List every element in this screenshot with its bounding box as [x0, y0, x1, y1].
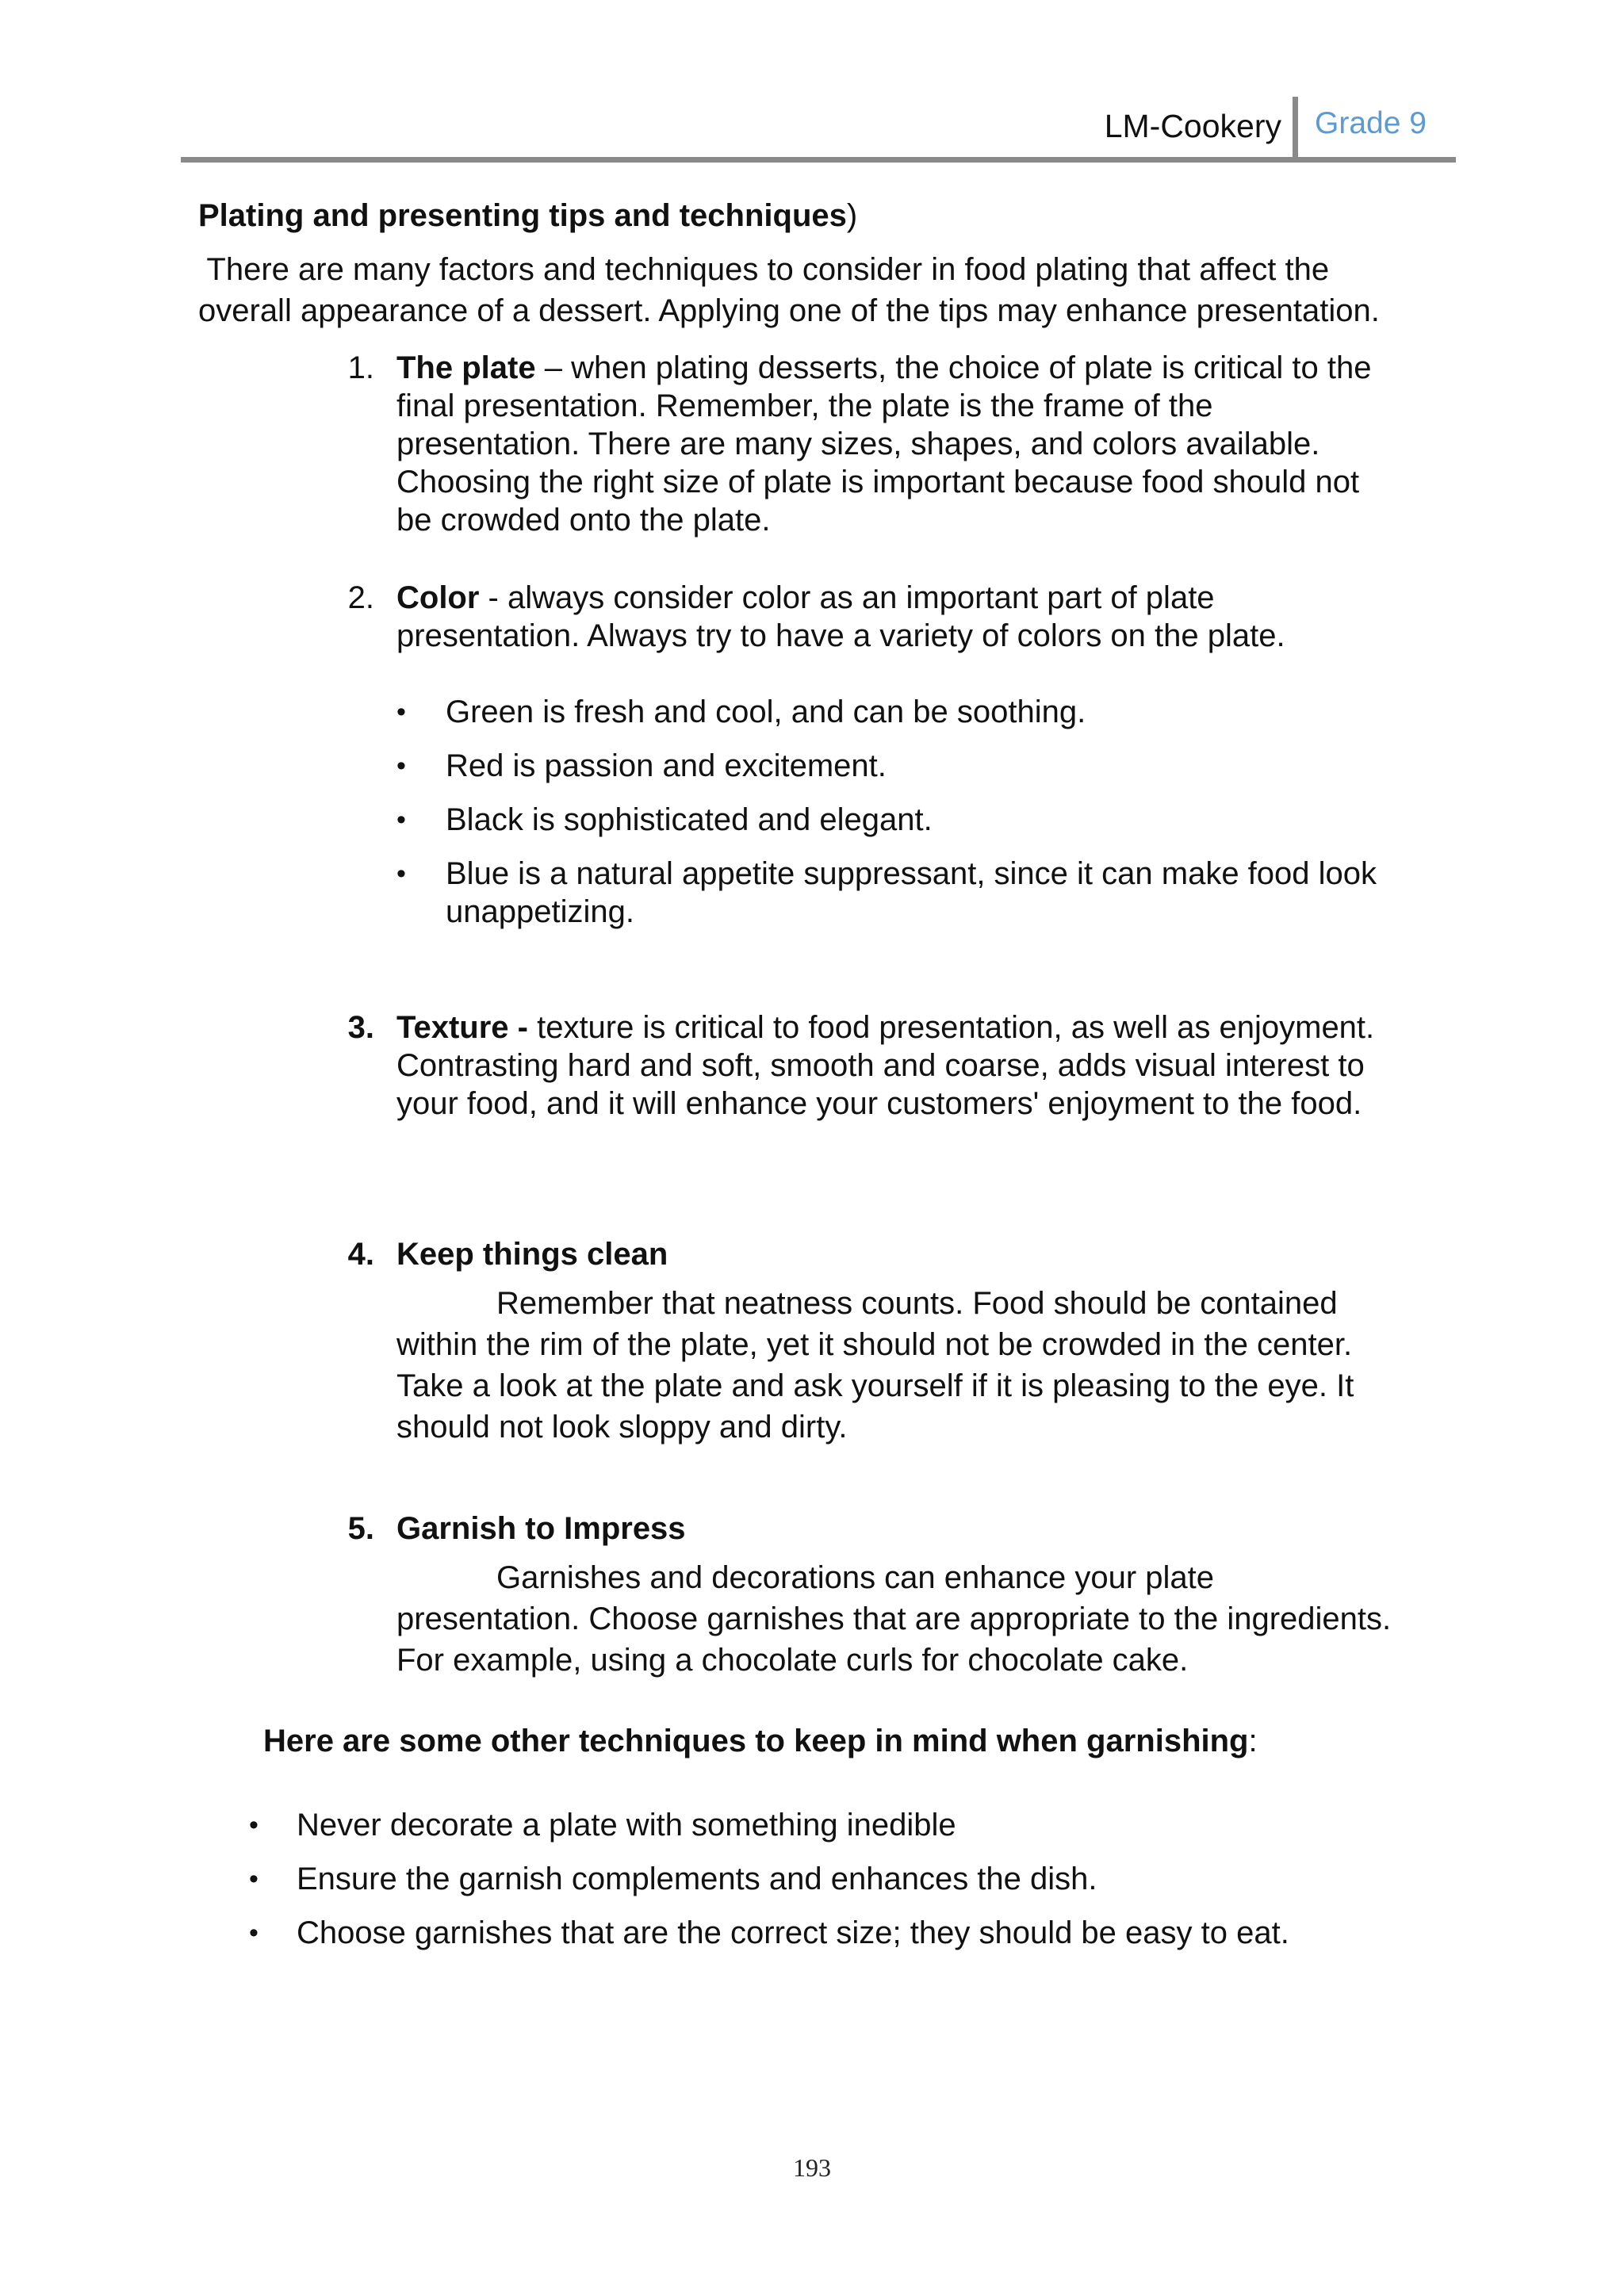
item-3-line-1	[396, 1008, 1374, 1047]
color-bullet-3: Black is sophisticated and elegant.	[446, 802, 933, 837]
item-3-title: Texture -	[396, 1010, 528, 1045]
item-5-line-3: For example, using a chocolate curls for chocolate cake.	[396, 1643, 1189, 1678]
item-5-number: 5.	[347, 1511, 374, 1546]
other-bullet-2: Ensure the garnish complements and enhances the dish.	[297, 1862, 1097, 1896]
color-bullet-4-cont: unappetizing.	[446, 894, 634, 929]
item-3-line-3: your food, and it will enhance your customers' enjoyment to the food.	[396, 1086, 1362, 1121]
item-2-line-2: presentation. Always try to have a variety of colors on the plate.	[396, 618, 1285, 653]
item-1-number: 1.	[347, 350, 374, 385]
item-1-text: – when plating desserts, the choice of plate is critical to the	[535, 350, 1372, 385]
item-1-line-5: be crowded onto the plate.	[396, 503, 771, 538]
color-bullet-4-dot: •	[396, 859, 406, 889]
header-grade-label: Grade 9	[1315, 106, 1427, 140]
section-title-bold: Plating and presenting tips and techniques	[198, 198, 847, 233]
item-3-number: 3.	[347, 1010, 374, 1045]
item-1-line-4: Choosing the right size of plate is important because food should not	[396, 465, 1360, 499]
item-2-title: Color	[396, 580, 480, 615]
section-title-suffix: )	[846, 198, 858, 233]
item-1-line-2: final presentation. Remember, the plate is the frame of the	[396, 388, 1213, 423]
color-bullet-1-dot: •	[396, 697, 406, 727]
item-4-line-4: should not look sloppy and dirty.	[396, 1410, 848, 1445]
other-bullet-3-dot: •	[249, 1918, 259, 1948]
other-bullet-3: Choose garnishes that are the correct size; they should be easy to eat.	[297, 1915, 1289, 1950]
item-5-line-1: Garnishes and decorations can enhance your plate	[496, 1560, 1215, 1595]
other-heading-bold: Here are some other techniques to keep in mind when garnishing	[263, 1724, 1249, 1758]
other-heading	[263, 1722, 1258, 1760]
color-bullet-2: Red is passion and excitement.	[446, 748, 887, 783]
item-3-text: texture is critical to food presentation, as well as enjoyment.	[527, 1010, 1375, 1045]
item-4-title: Keep things clean	[396, 1237, 668, 1272]
item-5-title: Garnish to Impress	[396, 1511, 686, 1546]
color-bullet-2-dot: •	[396, 751, 406, 781]
intro-line-2: overall appearance of a dessert. Applying one of the tips may enhance presentation.	[198, 293, 1380, 328]
other-bullet-2-dot: •	[249, 1864, 259, 1894]
item-2-line-1	[396, 579, 1215, 617]
item-5-line-2: presentation. Choose garnishes that are appropriate to the ingredients.	[396, 1601, 1392, 1636]
section-title	[198, 197, 857, 235]
other-heading-suffix: :	[1248, 1724, 1258, 1758]
color-bullet-4: Blue is a natural appetite suppressant, since it can make food look	[446, 856, 1377, 891]
item-2-text: - always consider color as an important part of plate	[479, 580, 1215, 615]
intro-line-1: There are many factors and techniques to consider in food plating that affect the	[198, 252, 1330, 287]
item-1-title: The plate	[396, 350, 536, 385]
item-1-line-1	[396, 349, 1372, 387]
item-3-line-2: Contrasting hard and soft, smooth and coarse, adds visual interest to	[396, 1048, 1365, 1083]
other-bullet-1-dot: •	[249, 1810, 259, 1840]
item-4-number: 4.	[347, 1237, 374, 1272]
other-bullet-1: Never decorate a plate with something inedible	[297, 1808, 956, 1843]
item-4-line-1: Remember that neatness counts. Food should be contained	[496, 1286, 1338, 1321]
page-header	[181, 97, 1456, 163]
color-bullet-3-dot: •	[396, 805, 406, 835]
color-bullet-1: Green is fresh and cool, and can be soothing.	[446, 695, 1086, 729]
header-course-label: LM-Cookery	[1104, 108, 1281, 144]
item-1-line-3: presentation. There are many sizes, shapes, and colors available.	[396, 427, 1320, 461]
header-divider	[1293, 97, 1298, 160]
item-4-line-3: Take a look at the plate and ask yourself if it is pleasing to the eye. It	[396, 1368, 1354, 1403]
item-4-line-2: within the rim of the plate, yet it should not be crowded in the center.	[396, 1327, 1353, 1362]
header-rule	[181, 157, 1456, 163]
page-number: 193	[793, 2153, 831, 2182]
item-2-number: 2.	[347, 580, 374, 615]
